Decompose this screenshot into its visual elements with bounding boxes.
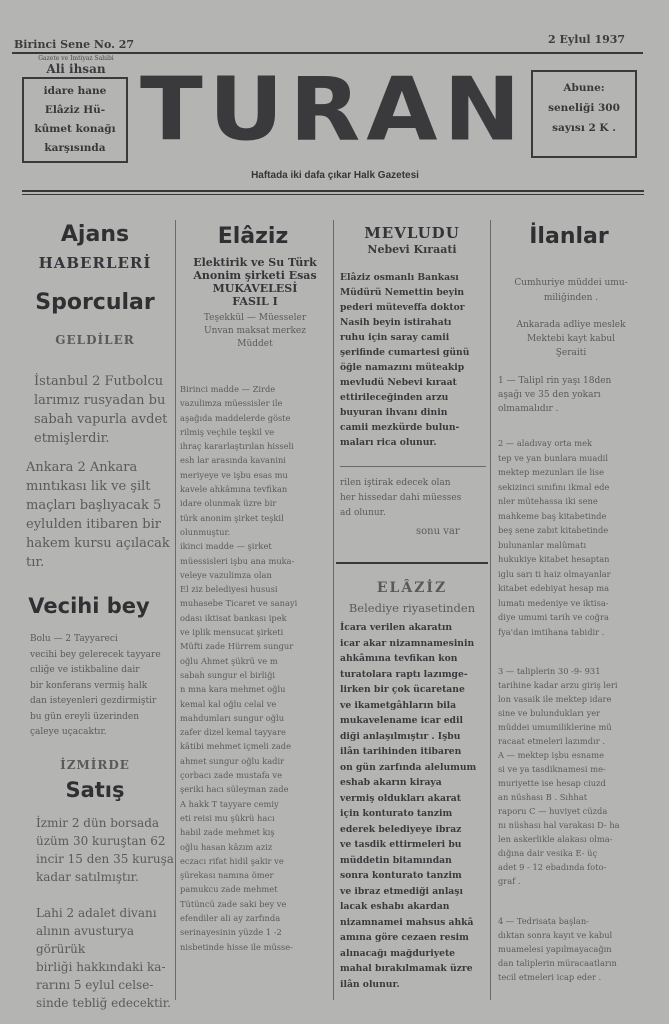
col1-para-vecihi: Bolu — 2 Tayyareci vecihi bey gelerecek tayyare cıliğe ve istikbaline dair bir konferans vermiş halk dan isteyenleri gezdirmiştir bu gün ereyli üzerinden çaleye uçacaktır. [30,634,161,737]
owner-name: Ali ihsan [46,62,106,76]
header-rule-1 [22,190,644,192]
col2-body: Birinci madde — Zirde vazulimza müessisler ile aşağıda maddelerde göste rilmiş veçhile teşkil ve ihraç kararlaştırılan hisseli esh lar arasında kavanini meriyeye ve işbu esas mu kavele ahkâmına tevfikan idare olunmak üzre bir türk anonim şirket teşkil olunmuştur. ikinci madde — şirket müessisleri işbu ana muka- veleye vazulimza olan El ziz belediyesi hususi muhasebe Ticaret ve sanayi odası iktisat bankası ipek ve iplik mensucat şirketi Müfti zade Hürrem sungur oğlu Ahmet şükrü ve m sabah sungur el birliği n mna kara mehmet oğlu kemal kal oğlu celal ve mahdumları sungur oğlu zafer dizel kemal tayyare kâtibi mehmet içmeli zade ahmet sungur oğlu kadir çorbacı zade mustafa ve şeriki hacı süleyman zade A hakk T tayyare cemiy eti reisi mu şükrü hacı habil zade mehmet kış oğlu hasan kâzım aziz eczacı rifat hidil şakir ve şürekası namına ömer pamukcu zade mehmet Tütüncü zade saki bey ve efendiler ali ay zarfında serinayesinin yüzde 1 -2 nisbetinde hisse ile müsse- [180,384,298,952]
col1-heading-satis: Satış [65,778,125,802]
col1-heading-geldiler: GELDİLER [55,333,135,347]
col4-para-madde3: 3 — taliplerin 30 -9- 931 tarihine kadar arzu giriş leri lon vasaik ile mektep idare sine ve bulundukları yer müddei umumiliklerine mü racaat etmeleri lazımdır . A — mektep işbu esname si ve ya tasdiknamesi me- muriyette ise hesap ciuzd an nüshası B . Sıhhat raporu C — huviyet cüzda nı nüshası hal varakası D- ha len askerlikle alakası olma- dığına dair vesika E- üç adet 9 - 12 ebadında foto- graf . [498,666,620,886]
masthead-title: TURAN [140,58,527,161]
issue-date: 2 Eylul 1937 [548,33,626,46]
col1-heading-izmirde: İZMİRDE [60,758,130,772]
col1-para-lahi: Lahi 2 adalet divanı alının avusturya görürük birliği hakkındaki ka- rarını 5 eylul celse- sinde tebliğ edecektir. [36,906,171,1010]
col3-rule-1 [340,466,486,467]
header-rule-2 [22,194,644,195]
subscription-text: Abune: seneliği 300 sayısı 2 K . [548,82,620,134]
col3-heading-mevludu: MEVLUDU [364,224,460,242]
col4-para-madde2: 2 — aladıvay orta mek tep ve yan bunlara muadil mektep mezunları ile lise sekizinci sınıfını ikmal ede nler mütehassa iki sene mahkeme baş kitabetinde beş sene zabıt kitabetinde bulunanlar malûmatı hukukiye kitabet hesaptan iglu sarı ti haiz olmayanlar kitabet edebiyat hesap ma lumatı medeniye ve iktisa- diye umumi tarih ve coğra fya'dan imtihana tabidir . [498,438,611,637]
col2-subheading: Teşekkül — Müesseler Unvan maksat merkez Müddet [203,313,307,349]
office-text: idare hane Elâziz Hü- kûmet konağı karşısında [34,85,116,154]
col4-para-madde1: 1 — Talipl rin yaşı 18den aşağı ve 35 den yokarı olmamalıdır . [498,376,612,414]
col3-heading-nebevi: Nebevi Kıraati [367,243,457,256]
col1-para-ankara: Ankara 2 Ankara mıntıkası lik ve şilt maçları başlıyacak 5 eylulden itibaren bir hakem kursu açılacak tır. [26,460,170,570]
column-divider-2 [333,220,334,1000]
col1-heading-haberleri: HABERLERİ [38,254,152,272]
col1-heading-sporcular: Sporcular [35,290,155,315]
col3-para-mevlud: Elâziz osmanlı Bankası Müdürü Nemettin beyin pederi müteveffa doktor Nasih beyin istirahatı ruhu için saray camii şerifinde cumartesi günü öğle namazını müteakip mevludü Nebevi kıraat ettirileceğinden arzu buyuran ihvanı dinin camii mezkürde bulun- maları rica olunur. [340,272,470,448]
col3-sonu-var: sonu var [416,526,460,537]
col3-heading-belediye: Belediye riyasetinden [348,601,476,615]
col3-rule-2 [336,562,488,564]
col3-heading-elaziz: ELÂZİZ [376,580,448,596]
col4-para-madde4: 4 — Tedrisata başlan- dıktan sonra kayıt ve kabul muamelesi yapılmayacağın dan taliplerin müracaatların tecil etmeleri icap eder . [498,916,617,982]
col3-para-hissedar: rilen iştirak edecek olan her hissedar dahi müesses ad olunur. [340,478,462,518]
col1-para-izmir: İzmir 2 dün borsada üzüm 30 kuruştan 62 incir 15 den 35 kuruşa kadar satılmıştır. [36,816,174,884]
col1-heading-ajans: Ajans [60,222,130,247]
col4-para-ankarada: Ankarada adliye meslek Mektebi kayt kabul Şeraiti [516,320,626,358]
col3-para-belediye: İcara verilen akaratın icar akar nizamnamesinin ahkâmına tevfikan kon turatolara raptı lazımge- lirken bir çok ücaretane ve ikametgâhların bila mukavelename icar edil diği anlaşılmıştır . Işbu ilân tarihinden itibaren on gün zarfında alelumum eshab akarın kiraya vermiş oldukları akarat için konturato tanzim ederek belediyeye ibraz ve tasdik ettirmeleri bu müddetin bitamından sonra konturato tanzim ve ibraz etmediği anlaşı lacak eshabı akardan nizamnamei mahsus ahkâ amına göre cezaen resim alınacağı mağduriyete mahal bırakılmamak üzre ilân olunur. [340,622,477,990]
column-divider-3 [490,220,491,1000]
col1-para-futbol: İstanbul 2 Futbolcu larımız rusyadan bu sabah vapurla avdet etmişlerdir. [34,374,168,446]
owner-caption: Gazete ve Imtiyaz Sahibi [38,55,114,62]
col4-heading-ilanlar: İlanlar [529,224,609,249]
top-rule [12,52,643,54]
subscription-box [531,70,637,158]
office-box [22,77,128,163]
tagline: Haftada iki dafa çıkar Halk Gazetesi [251,170,419,181]
col1-heading-vecihi: Vecihi bey [28,594,150,618]
col4-para-cumhuriye: Cumhuriye müddei umu- miliğinden . [514,278,628,303]
issue-number: Birinci Sene No. 27 [14,38,135,51]
col2-heading-elaziz: Elâziz [217,224,289,249]
col2-intro: Elektirik ve Su Türk Anonim şirketi Esas MUKAVELESİ FASIL I [193,256,317,308]
